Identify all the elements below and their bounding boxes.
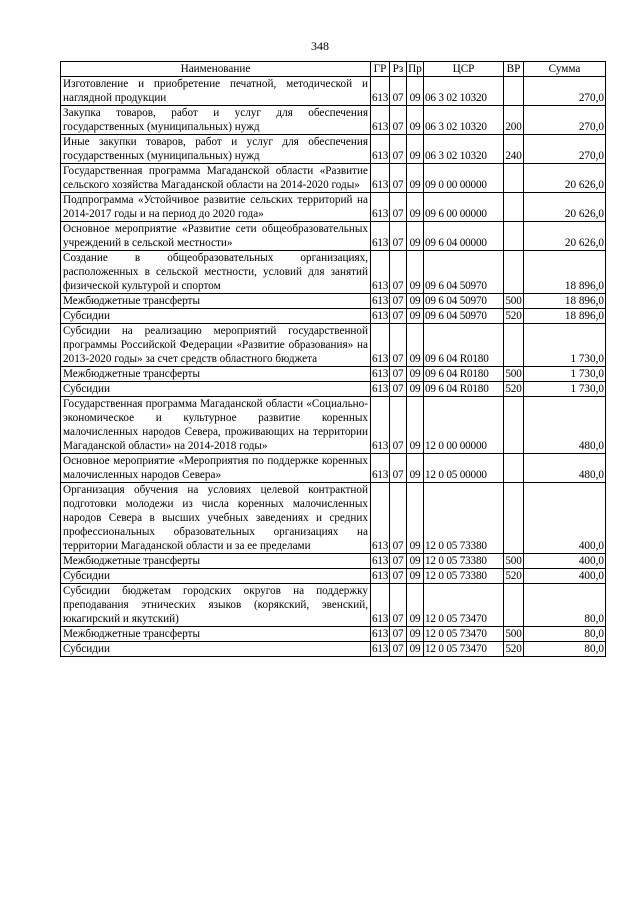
cell-name: Государственная программа Магаданской области «Социально-экономическое и культурное развитие коренных малочисленных народов Севера, проживающих на территории Магаданской области» на 2014-2018 годы»	[61, 397, 371, 454]
table-row	[61, 135, 606, 164]
cell-pr: 09	[407, 627, 424, 642]
header-sum: Сумма	[524, 62, 606, 77]
table-row	[61, 324, 606, 367]
cell-name: Субсидии на реализацию мероприятий государственной программы Российской Федерации «Развитие образования» на 2013-2020 годы» за счет средств областного бюджета	[61, 324, 371, 367]
table-row	[61, 483, 606, 554]
cell-csr: 09 6 04 50970	[424, 309, 504, 324]
cell-pr: 09	[407, 584, 424, 627]
cell-vr: 200	[504, 106, 524, 135]
cell-rz: 07	[390, 294, 407, 309]
table-row	[61, 554, 606, 569]
cell-sum: 18 896,0	[524, 309, 606, 324]
cell-gr: 613	[371, 454, 390, 483]
header-pr: Пр	[408, 63, 422, 75]
cell-csr: 09 6 00 00000	[424, 193, 504, 222]
cell-sum: 80,0	[524, 627, 606, 642]
cell-gr: 613	[371, 106, 390, 135]
cell-sum: 400,0	[524, 569, 606, 584]
cell-gr: 613	[371, 324, 390, 367]
cell-csr: 12 0 05 73380	[424, 554, 504, 569]
cell-pr: 09	[407, 164, 424, 193]
cell-sum: 18 896,0	[524, 294, 606, 309]
cell-sum: 80,0	[524, 642, 606, 657]
cell-sum: 1 730,0	[524, 382, 606, 397]
cell-csr: 12 0 00 00000	[424, 397, 504, 454]
cell-pr: 09	[407, 397, 424, 454]
table-row	[61, 627, 606, 642]
cell-sum: 20 626,0	[524, 193, 606, 222]
cell-pr: 09	[407, 483, 424, 554]
cell-pr: 09	[407, 193, 424, 222]
cell-gr: 613	[371, 77, 390, 106]
cell-rz: 07	[390, 382, 407, 397]
cell-csr: 09 6 04 00000	[424, 222, 504, 251]
cell-csr: 09 6 04 50970	[424, 251, 504, 294]
cell-name: Изготовление и приобретение печатной, методической и наглядной продукции	[61, 77, 371, 106]
cell-gr: 613	[372, 643, 389, 655]
cell-vr: 520	[505, 570, 522, 582]
cell-sum: 80,0	[524, 584, 606, 627]
cell-csr: 06 3 02 10320	[424, 135, 504, 164]
cell-csr: 06 3 02 10320	[424, 106, 504, 135]
cell-gr: 613	[372, 368, 389, 380]
cell-vr	[504, 584, 524, 627]
cell-vr: 240	[504, 135, 524, 164]
table-row	[61, 397, 606, 454]
cell-rz: 07	[390, 569, 407, 584]
cell-csr: 12 0 05 73470	[424, 642, 504, 657]
table-row	[61, 294, 606, 309]
cell-sum: 270,0	[524, 106, 606, 135]
header-vr: ВР	[504, 62, 524, 77]
budget-table	[60, 61, 606, 657]
cell-vr: 520	[505, 310, 522, 322]
cell-pr: 09	[407, 554, 424, 569]
cell-name: Межбюджетные трансферты	[61, 294, 371, 309]
table-row	[61, 584, 606, 627]
cell-rz: 07	[390, 193, 407, 222]
cell-csr: 12 0 05 73380	[424, 483, 504, 554]
table-row	[61, 164, 606, 193]
cell-vr: 500	[505, 628, 522, 640]
cell-sum: 480,0	[524, 397, 606, 454]
cell-vr: 500	[505, 295, 522, 307]
cell-gr: 613	[372, 310, 389, 322]
cell-name: Основное мероприятие «Мероприятия по поддержке коренных малочисленных народов Севера»	[61, 454, 371, 483]
cell-pr: 09	[407, 382, 424, 397]
cell-gr: 613	[372, 555, 389, 567]
cell-vr	[504, 324, 524, 367]
cell-gr: 613	[371, 584, 390, 627]
cell-gr: 613	[371, 397, 390, 454]
cell-rz: 07	[390, 642, 407, 657]
cell-gr: 613	[372, 628, 389, 640]
cell-csr: 09 6 04 R0180	[424, 382, 504, 397]
cell-rz: 07	[390, 106, 407, 135]
cell-sum: 20 626,0	[524, 222, 606, 251]
table-row	[61, 454, 606, 483]
cell-name: Межбюджетные трансферты	[61, 554, 371, 569]
header-rz: Рз	[390, 62, 407, 77]
cell-rz: 07	[390, 251, 407, 294]
cell-vr: 520	[505, 383, 522, 395]
cell-pr: 09	[407, 569, 424, 584]
cell-vr	[504, 222, 524, 251]
cell-name: Создание в общеобразовательных организациях, расположенных в сельской местности, условий для занятий физической культурой и спортом	[61, 251, 371, 294]
header-gr: ГР	[371, 62, 390, 77]
cell-csr: 09 6 04 R0180	[424, 367, 504, 382]
cell-vr	[504, 193, 524, 222]
cell-csr: 06 3 02 10320	[424, 77, 504, 106]
cell-vr: 520	[505, 643, 522, 655]
cell-name: Субсидии	[61, 642, 371, 657]
cell-sum: 270,0	[524, 135, 606, 164]
cell-name: Иные закупки товаров, работ и услуг для обеспечения государственных (муниципальных) нужд	[61, 135, 371, 164]
cell-sum: 1 730,0	[524, 367, 606, 382]
cell-rz: 07	[390, 397, 407, 454]
cell-rz: 07	[390, 454, 407, 483]
cell-pr: 09	[407, 106, 424, 135]
cell-pr: 09	[407, 77, 424, 106]
cell-name: Субсидии бюджетам городских округов на поддержку преподавания этнических языков (корякский, эвенский, юкагирский и якутский)	[61, 584, 371, 627]
cell-pr: 09	[407, 251, 424, 294]
table-body	[61, 77, 606, 657]
cell-csr: 09 6 04 R0180	[424, 324, 504, 367]
table-row	[61, 569, 606, 584]
table-row	[61, 251, 606, 294]
cell-rz: 07	[390, 77, 407, 106]
cell-gr: 613	[371, 222, 390, 251]
cell-rz: 07	[390, 309, 407, 324]
cell-csr: 12 0 05 73470	[424, 584, 504, 627]
page-number: 348	[311, 39, 329, 53]
cell-vr	[504, 397, 524, 454]
table-row	[61, 106, 606, 135]
table-row	[61, 367, 606, 382]
cell-csr: 12 0 05 73380	[424, 569, 504, 584]
table-row	[61, 309, 606, 324]
cell-gr: 613	[372, 570, 389, 582]
cell-sum: 270,0	[524, 77, 606, 106]
cell-name: Государственная программа Магаданской области «Развитие сельского хозяйства Магаданской области на 2014-2020 годы»	[61, 164, 371, 193]
cell-csr: 09 6 04 50970	[424, 294, 504, 309]
cell-rz: 07	[390, 164, 407, 193]
cell-pr: 09	[407, 294, 424, 309]
cell-gr: 613	[372, 295, 389, 307]
cell-pr: 09	[407, 454, 424, 483]
table-row	[61, 193, 606, 222]
table-header-row	[61, 62, 606, 77]
cell-sum: 480,0	[524, 454, 606, 483]
cell-pr: 09	[407, 135, 424, 164]
cell-name: Межбюджетные трансферты	[61, 627, 371, 642]
cell-name: Организация обучения на условиях целевой контрактной подготовки молодежи из числа коренных малочисленных народов Севера в высших учебных заведениях и средних профессиональных образовательных организациях на территории Магаданской области и за ее пределами	[61, 483, 371, 554]
cell-rz: 07	[390, 135, 407, 164]
cell-gr: 613	[371, 164, 390, 193]
cell-rz: 07	[390, 222, 407, 251]
cell-gr: 613	[371, 251, 390, 294]
cell-name: Закупка товаров, работ и услуг для обеспечения государственных (муниципальных) нужд	[61, 106, 371, 135]
cell-pr: 09	[407, 642, 424, 657]
cell-rz: 07	[390, 627, 407, 642]
header-name: Наименование	[61, 62, 371, 77]
table-row	[61, 382, 606, 397]
cell-name: Межбюджетные трансферты	[61, 367, 371, 382]
cell-rz: 07	[390, 584, 407, 627]
cell-gr: 613	[372, 383, 389, 395]
cell-gr: 613	[371, 193, 390, 222]
cell-gr: 613	[371, 483, 390, 554]
header-csr: ЦСР	[424, 62, 504, 77]
cell-csr: 12 0 05 00000	[424, 454, 504, 483]
cell-name: Подпрограмма «Устойчивое развитие сельских территорий на 2014-2017 годы и на период до 2020 года»	[61, 193, 371, 222]
cell-vr	[504, 483, 524, 554]
cell-vr: 500	[505, 368, 522, 380]
cell-gr: 613	[371, 135, 390, 164]
table-row	[61, 642, 606, 657]
cell-sum: 1 730,0	[524, 324, 606, 367]
cell-csr: 12 0 05 73470	[424, 627, 504, 642]
cell-rz: 07	[390, 367, 407, 382]
cell-pr: 09	[407, 309, 424, 324]
cell-rz: 07	[390, 324, 407, 367]
cell-csr: 09 0 00 00000	[424, 164, 504, 193]
cell-pr: 09	[407, 222, 424, 251]
cell-pr: 09	[407, 367, 424, 382]
table-row	[61, 77, 606, 106]
cell-sum: 400,0	[524, 483, 606, 554]
cell-pr: 09	[407, 324, 424, 367]
cell-rz: 07	[390, 554, 407, 569]
cell-sum: 18 896,0	[524, 251, 606, 294]
cell-vr	[504, 251, 524, 294]
cell-rz: 07	[390, 483, 407, 554]
table-row	[61, 222, 606, 251]
cell-name: Субсидии	[61, 309, 371, 324]
cell-sum: 20 626,0	[524, 164, 606, 193]
cell-sum: 400,0	[524, 554, 606, 569]
cell-name: Субсидии	[61, 382, 371, 397]
cell-name: Основное мероприятие «Развитие сети общеобразовательных учреждений в сельской местности»	[61, 222, 371, 251]
cell-vr: 500	[505, 555, 522, 567]
cell-vr	[504, 77, 524, 106]
cell-name: Субсидии	[61, 569, 371, 584]
cell-vr	[504, 454, 524, 483]
cell-vr	[504, 164, 524, 193]
